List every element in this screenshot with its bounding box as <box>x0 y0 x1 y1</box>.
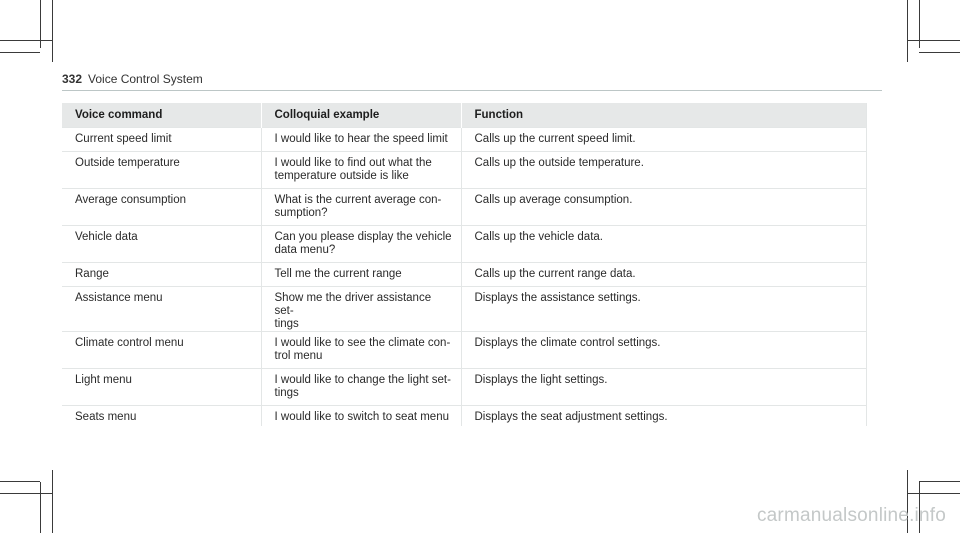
colloquial-example-cell: What is the current average con- sumption? <box>261 189 461 226</box>
crop-mark <box>907 0 908 62</box>
crop-mark <box>919 481 960 482</box>
voice-command-cell: Climate control menu <box>62 332 261 369</box>
column-header-function: Function <box>461 103 866 128</box>
voice-command-cell: Average consumption <box>62 189 261 226</box>
crop-mark <box>919 52 960 53</box>
table-row <box>62 152 866 189</box>
page-number: 332 <box>62 72 83 86</box>
column-header-colloquial-example: Colloquial example <box>261 103 461 128</box>
table-row <box>62 263 866 287</box>
table-row <box>62 332 866 369</box>
colloquial-example-cell: I would like to switch to seat menu <box>261 406 461 426</box>
function-cell: Calls up the vehicle data. <box>461 226 866 263</box>
colloquial-example-cell: Show me the driver assistance set- tings <box>261 287 461 332</box>
page-header <box>62 72 203 86</box>
column-header-voice-command: Voice command <box>62 103 261 128</box>
function-cell: Calls up the current speed limit. <box>461 128 866 152</box>
colloquial-example-cell: I would like to hear the speed limit <box>261 128 461 152</box>
section-title: Voice Control System <box>88 72 203 86</box>
table-row <box>62 189 866 226</box>
function-cell: Displays the assistance settings. <box>461 287 866 332</box>
colloquial-example-cell: Can you please display the vehicle data menu? <box>261 226 461 263</box>
voice-command-cell: Light menu <box>62 369 261 406</box>
voice-command-cell: Assistance menu <box>62 287 261 332</box>
crop-mark <box>52 0 53 62</box>
colloquial-example-cell: I would like to find out what the temperature outside is like <box>261 152 461 189</box>
function-cell: Calls up average consumption. <box>461 189 866 226</box>
function-cell: Displays the climate control settings. <box>461 332 866 369</box>
voice-command-cell: Range <box>62 263 261 287</box>
function-cell: Calls up the current range data. <box>461 263 866 287</box>
colloquial-example-cell: I would like to see the climate con- trol menu <box>261 332 461 369</box>
crop-mark <box>0 493 52 494</box>
crop-mark <box>0 481 40 482</box>
voice-command-cell: Seats menu <box>62 406 261 426</box>
voice-command-cell: Vehicle data <box>62 226 261 263</box>
table-row <box>62 287 866 332</box>
function-cell: Displays the light settings. <box>461 369 866 406</box>
table-row <box>62 406 866 426</box>
crop-mark <box>907 40 960 41</box>
crop-mark <box>40 482 41 533</box>
voice-command-cell: Current speed limit <box>62 128 261 152</box>
header-divider <box>62 90 882 91</box>
function-cell: Calls up the outside temperature. <box>461 152 866 189</box>
crop-mark <box>52 470 53 533</box>
table-row <box>62 369 866 406</box>
crop-mark <box>0 52 40 53</box>
colloquial-example-cell: Tell me the current range <box>261 263 461 287</box>
voice-command-cell: Outside temperature <box>62 152 261 189</box>
table-header-row <box>62 103 866 128</box>
table-row <box>62 226 866 263</box>
table-row <box>62 128 866 152</box>
colloquial-example-cell: I would like to change the light set- tings <box>261 369 461 406</box>
voice-command-table <box>62 103 867 426</box>
watermark: carmanualsonline.info <box>756 505 946 526</box>
crop-mark <box>0 40 52 41</box>
crop-mark <box>907 493 960 494</box>
function-cell: Displays the seat adjustment settings. <box>461 406 866 426</box>
